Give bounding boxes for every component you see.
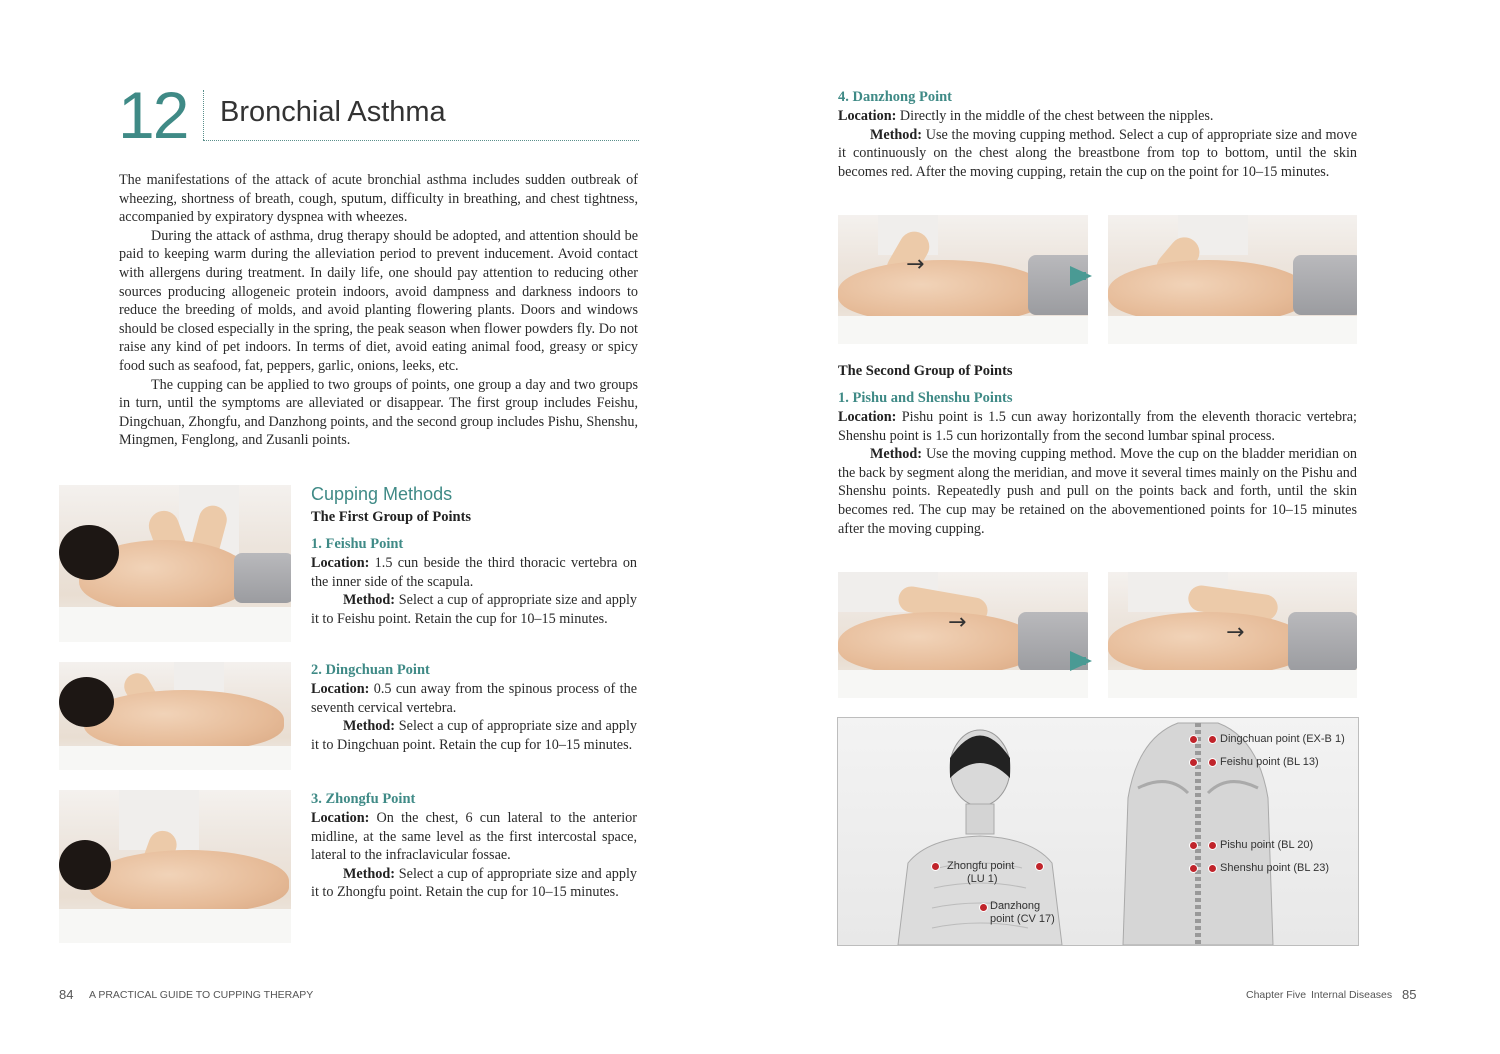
pishu-dot-right: [1208, 841, 1217, 850]
dingchuan-location: 0.5 cun away from the spinous process of the seventh cervical vertebra.: [311, 681, 638, 716]
dingchuan-method: Select a cup of appropriate size and apply it to Dingchuan point. Retain the cup for 10–15 minutes.: [311, 718, 637, 753]
dingchuan-dot-left: [1189, 735, 1198, 744]
acupoint-diagram: [837, 717, 1359, 946]
danzhong-photo-1: [838, 215, 1088, 344]
intro-text: [119, 171, 638, 450]
pishu-shenshu-location: Pishu point is 1.5 cun away horizontally from the eleventh thoracic vertebra; Shenshu point is 1.5 cun horizontally from the second lumbar spinal process.: [838, 409, 1358, 444]
right-arrow-icon: →: [906, 252, 925, 277]
dingchuan-label: Dingchuan point (EX-B 1): [1220, 733, 1345, 745]
dingchuan-photo: [59, 662, 291, 770]
danzhong-photo-2: [1108, 215, 1357, 344]
danzhong-block: [838, 88, 1357, 181]
chapter-rule: [203, 140, 639, 141]
right-arrow-icon: →: [948, 610, 967, 635]
pishu-photo-1: [838, 572, 1088, 698]
dingchuan-block: [311, 661, 637, 754]
book-title-footer: A PRACTICAL GUIDE TO CUPPING THERAPY: [89, 989, 314, 1001]
zhongfu-label: [947, 860, 1014, 886]
location-label: Location:: [838, 108, 897, 124]
danzhong-dot: [979, 903, 988, 912]
chapter-divider: [203, 90, 204, 140]
intro-paragraph-2: During the attack of asthma, drug therapy should be adopted, and attention should be paid to keeping warm during the alleviation period to prevent inducement. Avoid contact with allergens during treatment. In daily life, one should pay attention to reducing other sources producing allogeneic protein indoors, avoid dampness and darkness indoors to reduce the breeding of molds, and avoid planting flowering plants. Doors and windows should be closed especially in the spring, the peak season when flower powders fly. Do not raise any kind of pet indoors. In terms of diet, avoid eating animal food, greasy or spicy food such as seafood, fat, peppers, garlic, onions, leeks, etc.: [119, 227, 638, 374]
feishu-photo: [59, 485, 291, 642]
pishu-label: Pishu point (BL 20): [1220, 839, 1314, 851]
pishu-photo-2: [1108, 572, 1357, 698]
right-arrow-icon: →: [1226, 620, 1245, 645]
pishu-shenshu-block: [838, 389, 1357, 538]
first-group-heading: The First Group of Points: [311, 509, 472, 525]
danzhong-label-line2: point (CV 17): [990, 913, 1055, 925]
intro-paragraph-1: The manifestations of the attack of acute bronchial asthma includes sudden outbreak of wheezing, shortness of breath, cough, sputum, difficulty in breathing, and chest tightness, accompanied by expiratory dyspnea with wheezes.: [119, 172, 638, 226]
zhongfu-label-line1: Zhongfu point: [947, 860, 1015, 872]
pishu-shenshu-method: Use the moving cupping method. Move the cup on the bladder meridian on the back by segment along the meridian, and move it several times mainly on the Pishu and Shenshu points. Repeatedly push and pull on the points back and forth, until the skin becomes red. The cup may be retained on the abovementioned points for 10–15 minutes after the moving cupping.: [838, 446, 1358, 537]
pishu-shenshu-title: 1. Pishu and Shenshu Points: [838, 390, 1013, 406]
danzhong-location: Directly in the middle of the chest between the nipples.: [899, 108, 1214, 124]
zhongfu-title: 3. Zhongfu Point: [311, 791, 416, 807]
chapter-title: Bronchial Asthma: [220, 96, 446, 128]
anatomy-illustration: [838, 718, 1358, 945]
dingchuan-title: 2. Dingchuan Point: [311, 662, 430, 678]
section-footer: Internal Diseases: [1311, 989, 1393, 1001]
zhongfu-dot-right: [1035, 862, 1044, 871]
zhongfu-block: [311, 790, 637, 902]
shenshu-label: Shenshu point (BL 23): [1220, 862, 1330, 874]
left-page-number: 84: [59, 987, 74, 1002]
cupping-methods-heading: Cupping Methods: [311, 484, 453, 504]
shenshu-dot-right: [1208, 864, 1217, 873]
feishu-title: 1. Feishu Point: [311, 536, 404, 552]
method-label: Method:: [343, 865, 396, 882]
feishu-label: Feishu point (BL 13): [1220, 756, 1319, 768]
method-label: Method:: [343, 592, 396, 609]
danzhong-method: Use the moving cupping method. Select a cup of appropriate size and move it continuously on the chest along the breastbone from top to bottom, until the skin becomes red. After the moving cupping, retain the cup on the point for 10–15 minutes.: [838, 126, 1357, 180]
arrow-shaft: [1072, 657, 1086, 665]
feishu-dot-left: [1189, 758, 1198, 767]
second-group-heading: The Second Group of Points: [838, 363, 1013, 379]
right-page-number: 85: [1402, 987, 1417, 1002]
method-label: Method:: [870, 446, 923, 463]
method-label: Method:: [870, 126, 923, 143]
zhongfu-dot: [931, 862, 940, 871]
location-label: Location:: [311, 810, 370, 826]
feishu-block: [311, 535, 637, 628]
dingchuan-dot-right: [1208, 735, 1217, 744]
feishu-method: Select a cup of appropriate size and apply it to Feishu point. Retain the cup for 10–15 minutes.: [311, 592, 637, 627]
zhongfu-method: Select a cup of appropriate size and apply it to Zhongfu point. Retain the cup for 10–15 minutes.: [311, 865, 637, 901]
pishu-dot-left: [1189, 841, 1198, 850]
location-label: Location:: [838, 409, 897, 425]
feishu-location: 1.5 cun beside the third thoracic vertebra on the inner side of the scapula.: [311, 555, 638, 590]
danzhong-label: [990, 900, 1055, 926]
feishu-dot-right: [1208, 758, 1217, 767]
method-label: Method:: [343, 718, 396, 735]
zhongfu-photo: [59, 790, 291, 943]
chapter-footer: Chapter Five: [1246, 989, 1307, 1001]
zhongfu-location: On the chest, 6 cun lateral to the anterior midline, at the same level as the first intercostal space, lateral to the infraclavicular fossae.: [311, 810, 638, 864]
danzhong-label-line1: Danzhong: [990, 900, 1041, 912]
intro-paragraph-3: The cupping can be applied to two groups of points, one group a day and two groups in turn, until the symptoms are alleviated or disappear. The first group includes Feishu, Dingchuan, Zhongfu, and Danzhong points, and the second group includes Pishu, Shenshu, Mingmen, Fenglong, and Zusanli points.: [119, 376, 638, 449]
danzhong-title: 4. Danzhong Point: [838, 89, 953, 105]
location-label: Location:: [311, 681, 370, 697]
shenshu-dot-left: [1189, 864, 1198, 873]
zhongfu-label-line2: (LU 1): [967, 873, 998, 885]
arrow-shaft: [1072, 272, 1086, 280]
location-label: Location:: [311, 555, 370, 571]
chapter-number: 12: [118, 78, 188, 152]
